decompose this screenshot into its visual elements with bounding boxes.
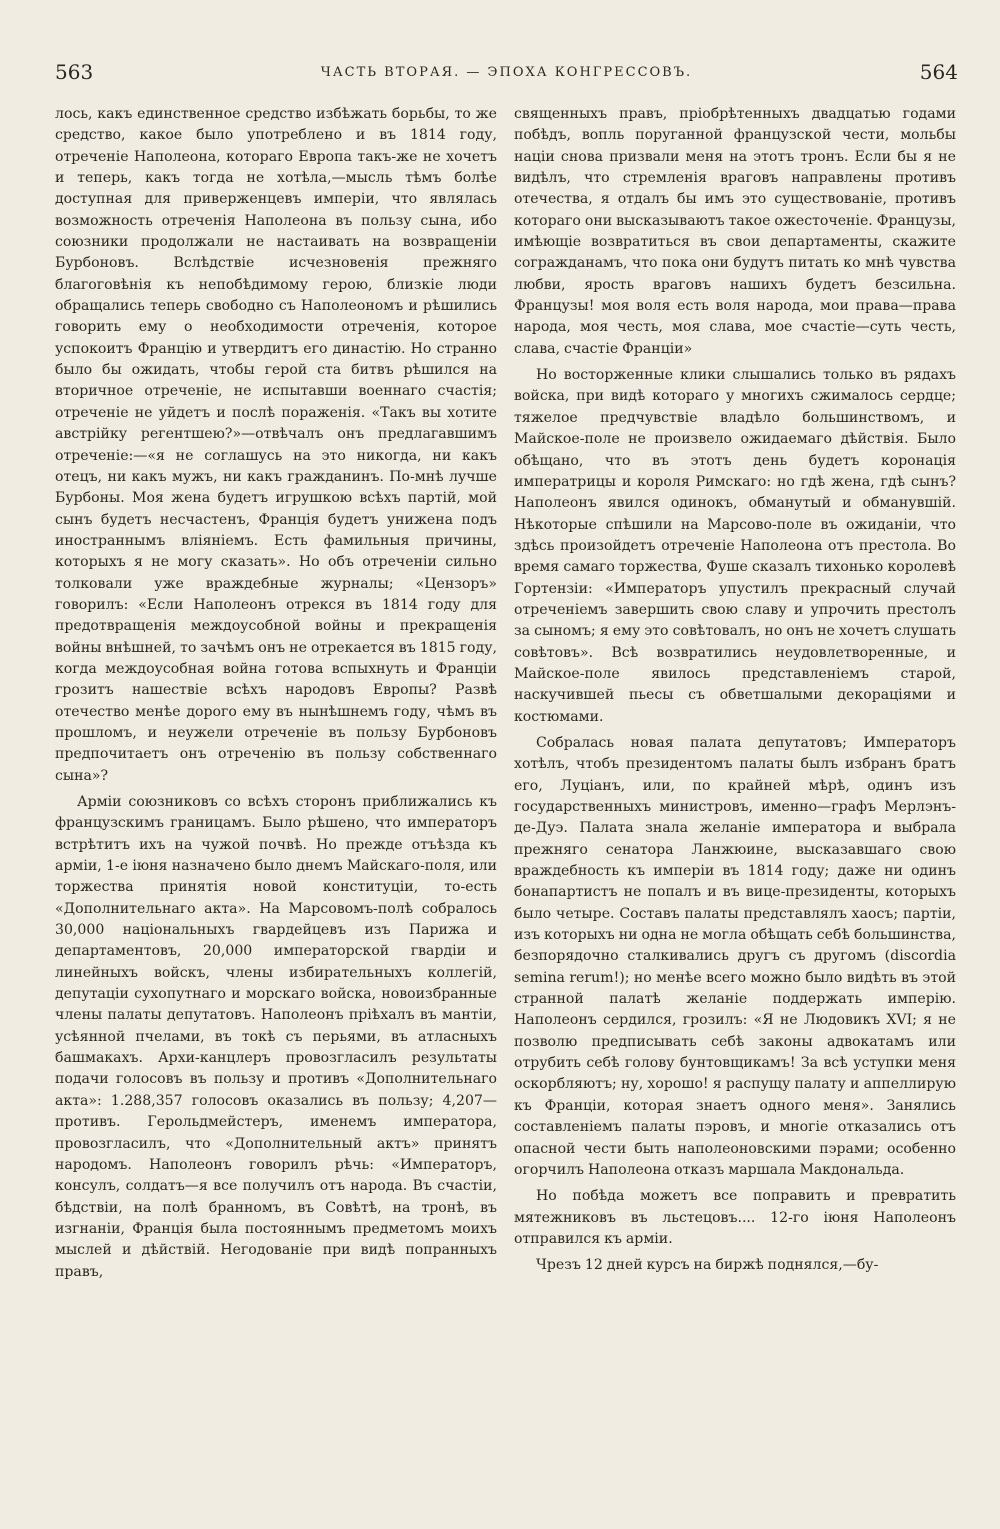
running-title: ЧАСТЬ ВТОРАЯ. — ЭПОХА КОНГРЕССОВЪ.: [320, 64, 693, 80]
running-header: [55, 52, 958, 92]
paragraph: священныхъ правъ, пріобрѣтенныхъ двадцатью годами побѣдъ, вопль поруганной французской чести, мольбы націи снова призвали меня на этотъ тронъ. Если бы я не видѣлъ, что стремленія враговъ направлены противъ отечества, я отдалъ бы имъ это существованіе, противъ котораго они высказываютъ такое ожесточеніе. Французы, имѣющіе возвратиться въ свои департаменты, скажите согражданамъ, что пока они будутъ питать ко мнѣ чувства любви, ярость враговъ нашихъ будетъ безсильна. Французы! моя воля есть воля народа, мои права—права народа, моя честь, моя слава, мое счастіе—суть честь, слава, счастіе Франціи»: [514, 106, 957, 357]
paragraph: Арміи союзниковъ со всѣхъ сторонъ приближались къ французскимъ границамъ. Было рѣшено, что императоръ встрѣтитъ ихъ на чужой почвѣ. Но прежде отъѣзда къ арміи, 1-е іюня назначено было днемъ Майскаго-поля, или торжества принятія новой конституціи, то-есть «Дополнительнаго акта». На Марсовомъ-полѣ собралось 30,000 національныхъ гвардейцевъ изъ Парижа и департаментовъ, 20,000 императорской гвардіи и линейныхъ войскъ, члены избирательныхъ коллегій, депутаціи сухопутнаго и морскаго войска, новоизбранные члены палаты депутатовъ. Наполеонъ пріѣхалъ въ мантіи, усѣянной пчелами, въ токѣ съ перьями, въ атласныхъ башмакахъ. Архи-канцлеръ провозгласилъ результаты подачи голосовъ въ пользу и противъ «Дополнительнаго акта»: 1.288,357 голосовъ оказались въ пользу; 4,207—противъ. Герольдмейстеръ, именемъ императора, провозгласилъ, что «Дополнительный актъ» принятъ народомъ. Наполеонъ говорилъ рѣчь: «Императоръ, консулъ, солдатъ—я все получилъ отъ народа. Въ счастіи, бѣдствіи, на полѣ бранномъ, въ Совѣтѣ, на тронѣ, въ изгнаніи, Франція была постояннымъ предметомъ моихъ мыслей и дѣйствій. Негодованіе при видѣ попранныхъ правъ,: [55, 794, 497, 1280]
paragraph: Чрезъ 12 дней курсъ на биржѣ поднялся,—бу-: [536, 1257, 879, 1274]
paragraph: Но побѣда можетъ все поправить и превратить мятежниковъ въ льстецовъ.... 12-го іюня Наполеонъ отправился къ арміи.: [514, 1188, 956, 1247]
paragraph: Собралась новая палата депутатовъ; Императоръ хотѣлъ, чтобъ президентомъ палаты былъ избранъ братъ его, Луціанъ, или, по крайней мѣрѣ, одинъ изъ государственныхъ министровъ, именно—графъ Мерлэнъ-де-Дуэ. Палата знала желаніе императора и выбрала прежняго сенатора Ланжюине, высказавшаго свою враждебность къ имперіи въ 1814 году; даже ни одинъ бонапартистъ не попалъ и въ вице-президенты, которыхъ было четыре. Составъ палаты представлялъ хаосъ; партіи, изъ которыхъ ни одна не могла обѣщать себѣ большинства, безпорядочно сталкивались другъ съ другомъ (discordia semina rerum!); но менѣе всего можно было видѣть въ этой странной палатѣ желаніе поддержать имперію. Наполеонъ сердился, грозилъ: «Я не Людовикъ XVI; я не позволю предписывать себѣ законы адвокатамъ или отрубить себѣ голову бунтовщикамъ! За всѣ уступки меня оскорбляютъ; ну, хорошо! я распущу палату и аппеллирую къ Франціи, которая знаетъ одного меня». Занялись составленіемъ палаты пэровъ, и многіе отказались отъ опасной чести быть наполеоновскими пэрами; особенно огорчилъ Наполеона отказъ маршала Макдональда.: [514, 734, 956, 1178]
page-number-left: 563: [55, 60, 94, 84]
page-number-right: 564: [919, 60, 958, 84]
left-column: [55, 104, 497, 1283]
paragraph: Но восторженные клики слышались только въ рядахъ войска, при видѣ котораго у многихъ сжималось сердце; тяжелое предчувствіе владѣло большинствомъ, и Майское-поле не произвело ожидаемаго дѣйствія. Было обѣщано, что въ этотъ день будетъ коронація императрицы и короля Римскаго: но гдѣ жена, гдѣ сынъ? Наполеонъ явился одинокъ, обманутый и обманувшій. Нѣкоторые спѣшили на Марсово-поле въ ожиданіи, что здѣсь произойдетъ отреченіе Наполеона отъ престола. Во время самаго торжества, Фуше сказалъ тихонько королевѣ Гортензіи: «Императоръ упустилъ прекрасный случай отреченіемъ завершить свою славу и упрочить престолъ за сыномъ; я ему это совѣтовалъ, но онъ не хочетъ слушать совѣтовъ». Всѣ возвратились неудовлетворенные, и Майское-поле явилось представленіемъ старой, наскучившей пьесы съ обветшалыми декораціями и костюмами.: [514, 367, 956, 725]
right-column: [514, 104, 956, 1277]
paragraph: лось, какъ единственное средство избѣжать борьбы, то же средство, какое было употреблено и въ 1814 году, отреченіе Наполеона, котораго Европа такъ-же не хочетъ и теперь, какъ тогда не хотѣла,—мысль тѣмъ болѣе доступная для приверженцевъ имперіи, что являлась возможность отреченія Наполеона въ пользу сына, ибо союзники продолжали не настаивать на возвращеніи Бурбоновъ. Вслѣдствіе исчезновенія прежняго благоговѣнія къ непобѣдимому герою, близкіе люди обращались теперь свободно съ Наполеономъ и рѣшились говорить ему о необходимости отреченія, которое успокоитъ Францію и утвердитъ его династію. Но странно было бы ожидать, чтобы герой ста битвъ рѣшился на вторичное отреченіе, не испытавши военнаго счастія; отреченіе не уйдетъ и послѣ пораженія. «Такъ вы хотите австрійку регентшею?»—отвѣчалъ онъ предлагавшимъ отреченіе:—«я не соглашусь на это никогда, ни какъ отецъ, ни какъ мужъ, ни какъ гражданинъ. По-мнѣ лучше Бурбоны. Моя жена будетъ игрушкою всѣхъ партій, мой сынъ будетъ несчастенъ, Франція будетъ унижена подъ иностраннымъ вліяніемъ. Есть фамильныя причины, которыхъ я не могу сказать». Но объ отреченіи сильно толковали уже враждебные журналы; «Цензоръ» говорилъ: «Если Наполеонъ отрекся въ 1814 году для предотвращенія междоусобной войны и прекращенія войны внѣшней, то зачѣмъ онъ не отрекается въ 1815 году, когда междоусобная война готова вспыхнуть и Франціи грозитъ нашествіе всѣхъ народовъ Европы? Развѣ отечество менѣе дорого ему въ нынѣшнемъ году, чѣмъ въ прошломъ, и неужели отреченіе въ пользу Бурбоновъ предпочитаетъ онъ отреченію въ пользу собственнаго сына»?: [55, 106, 497, 784]
